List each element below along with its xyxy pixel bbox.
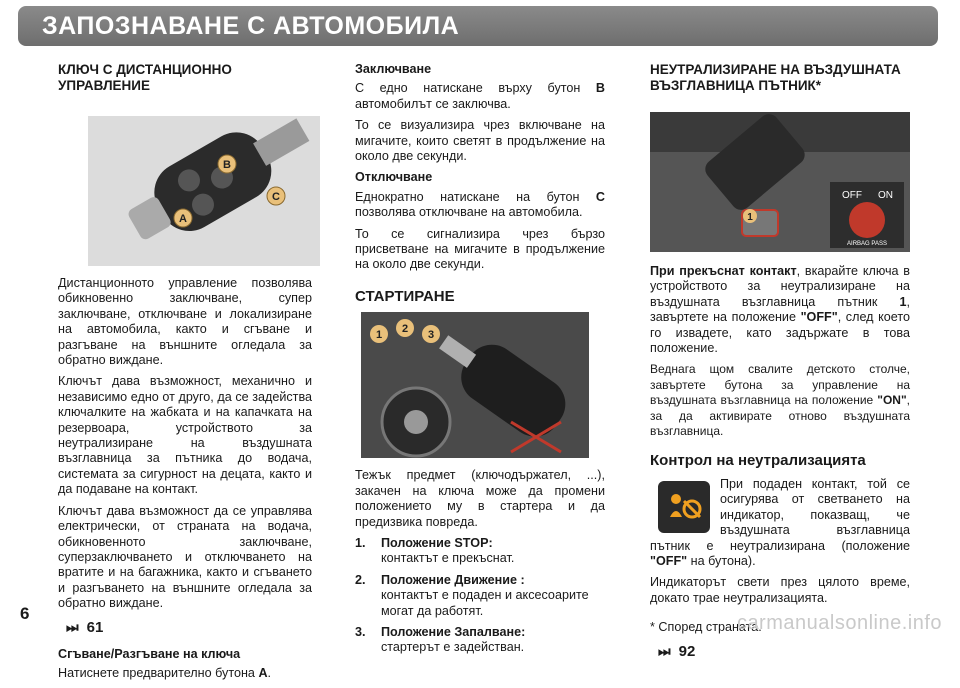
position-label-3: 3	[427, 329, 435, 342]
page-reference-61[interactable]	[66, 620, 312, 635]
watermark: carmanualsonline.info	[736, 612, 942, 634]
position-label-2: 2	[401, 323, 409, 336]
ignition-photo	[361, 312, 589, 458]
key-fob-photo	[88, 116, 320, 266]
unlock-paragraph-1: Еднократно натискане на бутон C позволява отключване на автомобила.	[355, 189, 605, 220]
column-lock-start	[355, 58, 605, 662]
ignition-image	[361, 312, 589, 458]
neutralization-control-block	[650, 477, 910, 606]
airbag-warning-icon	[658, 481, 710, 533]
skip-arrow-icon: ⏭	[66, 618, 79, 635]
fold-key-heading: Сгъване/Разгъване на ключа	[58, 646, 241, 661]
column-remote-key	[58, 58, 312, 688]
airbag-off-icon	[664, 487, 704, 527]
page-reference-92[interactable]	[658, 644, 910, 659]
airbag-pass-label: AIRBAG PASS	[847, 241, 887, 247]
on-label: ON	[878, 190, 893, 201]
key-fob-image	[88, 116, 320, 266]
list-item: 2. Положение Движение : контактът е подаден и аксесоарите могат да работят.	[355, 572, 589, 618]
reference-page-number: 61	[86, 618, 104, 636]
list-item: 3. Положение Запалване: стартерът е задействан.	[355, 624, 526, 655]
reference-page-number: 92	[678, 642, 696, 660]
neutralization-control-text: При подаден контакт, той се осигурява от светването на индикатор, показващ, че въздушната възглавница пътник е неутрализирана (положение "OFF" на бутона).	[650, 476, 910, 568]
unlock-paragraph-2: То се сигнализира чрез бързо присветване на мигачите в продължение на около две секунди.	[355, 226, 605, 272]
lock-heading: Заключване	[355, 62, 432, 76]
fold-key-text: Натиснете предварително бутона А.	[58, 666, 272, 681]
label-b: B	[223, 159, 231, 171]
switch-number-label: 1	[747, 212, 753, 223]
remote-key-paragraph-3: Ключът дава възможност да се управлява електрически, от страната на водача, обикновенното заключване, суперзаключването и отключването на вратите и на багажника, както и сгъването и разгъването на външните огледала за обратно виждане.	[58, 503, 312, 611]
page-title: ЗАПОЗНАВАНЕ С АВТОМОБИЛА	[18, 6, 938, 46]
lock-paragraph-1: С едно натискане върху бутон B автомобилът се заключва.	[355, 81, 605, 111]
position-label-1: 1	[375, 329, 383, 342]
page-number: 6	[20, 604, 30, 623]
neutralization-control-heading: Контрол на неутрализацията	[650, 452, 866, 470]
label-a: A	[179, 213, 187, 225]
airbag-switch-photo	[650, 112, 910, 252]
unlock-heading: Отключване	[355, 170, 433, 185]
button-a-label: А	[258, 666, 268, 681]
section-heading-remote-key: КЛЮЧ С ДИСТАНЦИОННО УПРАВЛЕНИЕ	[58, 62, 232, 93]
starting-warning: Тежък предмет (ключодържател, ...), закачен на ключа може да промени положението му в стартера и да предизвика повреда.	[355, 468, 605, 529]
starting-heading: СТАРТИРАНЕ	[355, 287, 455, 305]
lock-paragraph-2: То се визуализира чрез включване на мигачите, които светят в продължение на около две секунди.	[355, 118, 605, 164]
column-airbag	[650, 58, 910, 671]
label-c: C	[272, 191, 280, 203]
remote-key-paragraph-2: Ключът дава възможност, механично и независимо едно от друго, да се задейства ключалките на жабката и на капачката на резервоара, устройството за неутрализиране на въздушната възглавница за пътника до водача, системата за сигурност на децата, както и да подаване на контакт.	[58, 374, 312, 497]
airbag-paragraph-1: При прекъснат контакт, вкарайте ключа в устройството за неутрализиране на въздушната възглавница пътник 1, завъртете на положение "OFF", след което го извадете, като задържате в това положение.	[650, 264, 910, 356]
footnote: * Според страната.	[650, 620, 762, 635]
neutralization-indicator-text: Индикаторът свети през цялото време, докато трае неутрализацията.	[650, 575, 910, 605]
airbag-paragraph-2: Веднага щом свалите детското столче, завъртете бутона за управление на въздушната възглавница на положение "ON", за да активирате отново въздушната възглавница.	[650, 362, 910, 439]
off-label: OFF	[842, 190, 862, 201]
list-item: 1. Положение STOP: контактът е прекъснат.	[355, 535, 515, 566]
airbag-heading: НЕУТРАЛИЗИРАНЕ НА ВЪЗДУШНАТА ВЪЗГЛАВНИЦА ПЪТНИК*	[650, 62, 901, 93]
ignition-positions-list	[355, 536, 605, 656]
airbag-switch-image	[650, 112, 910, 252]
skip-arrow-icon: ⏭	[658, 642, 671, 659]
remote-key-paragraph-1: Дистанционното управление позволява обикновенно заключване, супер заключване, отключване и локализиране на автомобила, както и сгъване и разгъване на външните огледала за обратно виждане.	[58, 276, 312, 368]
